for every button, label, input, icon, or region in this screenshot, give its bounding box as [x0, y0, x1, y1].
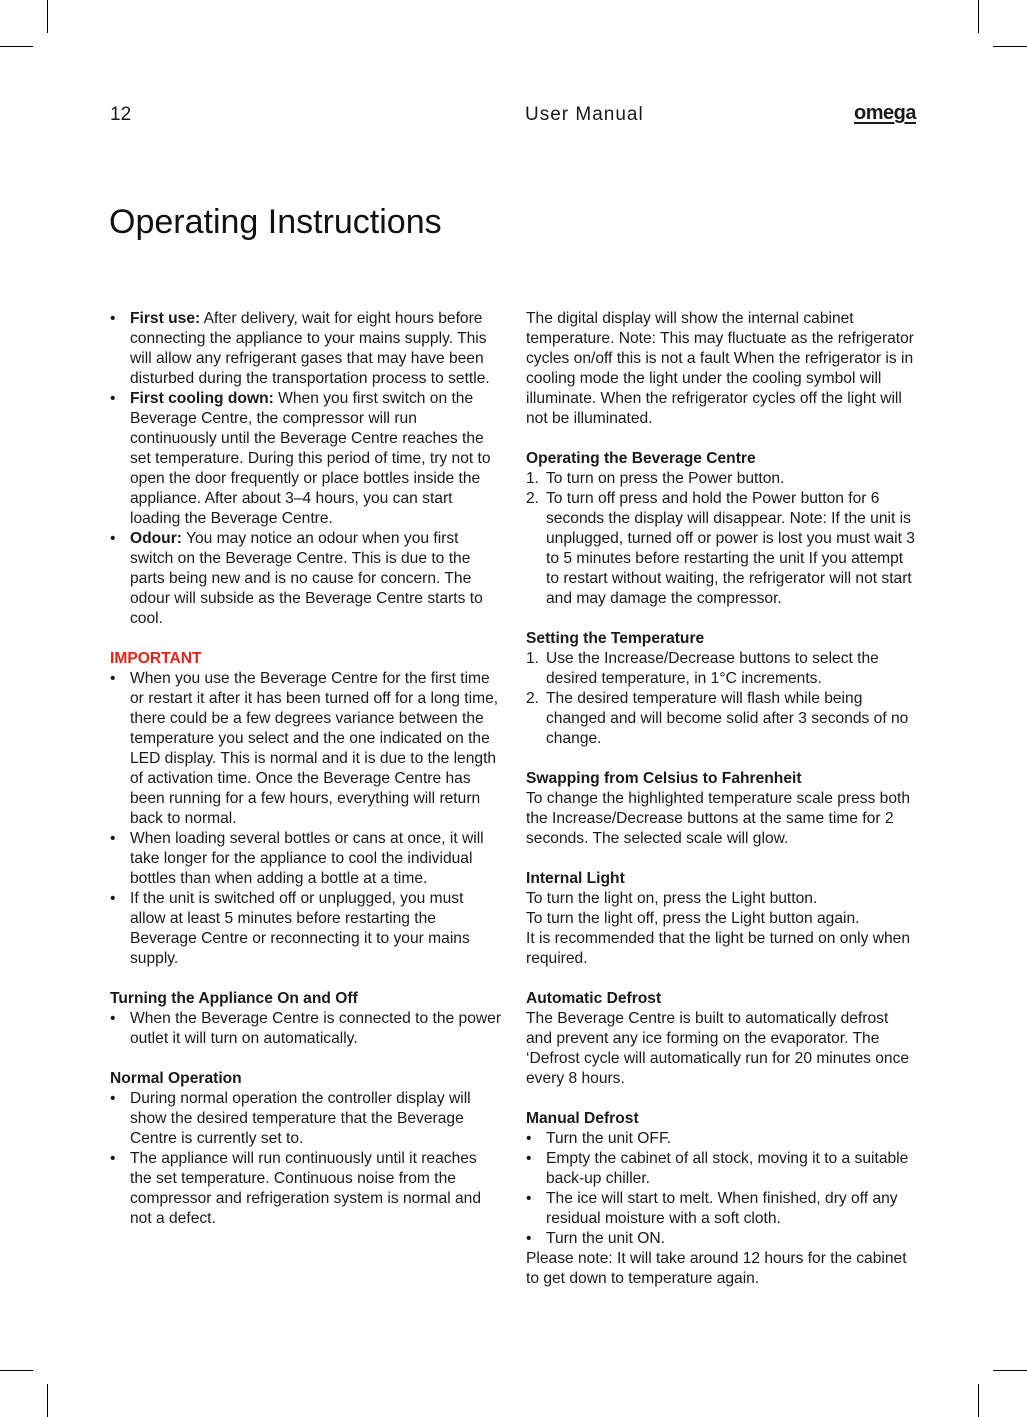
item-text: When you first switch on the Beverage Centre, the compressor will run continuously until the Beverage Centre reaches the set temperature. During this period of time, try not to open the door frequently or place bottles inside the appliance. After about 3–4 hours, you can start loading the Beverage Centre.	[130, 390, 491, 527]
list-item	[110, 529, 502, 629]
list-item: • If the unit is switched off or unplugged, you must allow at least 5 minutes before restarting the Beverage Centre or reconnecting it to your mains supply.	[110, 889, 502, 969]
list-item: • When the Beverage Centre is connected to the power outlet it will turn on automatically.	[110, 1009, 502, 1049]
list-item: • Turn the unit ON.	[526, 1229, 918, 1249]
item-text: To turn on press the Power button.	[546, 470, 785, 487]
normal-operation-list	[110, 1089, 502, 1229]
brand-logo	[854, 102, 916, 125]
list-item: • The ice will start to melt. When finished, dry off any residual moisture with a soft cloth.	[526, 1189, 918, 1229]
section-heading: Turning the Appliance On and Off	[110, 990, 358, 1007]
list-item	[110, 309, 502, 389]
section-heading: Automatic Defrost	[526, 990, 662, 1007]
section-heading: Internal Light	[526, 870, 625, 887]
crop-mark	[978, 0, 979, 33]
page-header	[110, 100, 916, 130]
list-item: • Empty the cabinet of all stock, moving it to a suitable back-up chiller.	[526, 1149, 918, 1189]
important-label: IMPORTANT	[110, 650, 202, 667]
crop-mark	[47, 0, 48, 33]
item-text: You may notice an odour when you first switch on the Beverage Centre. This is due to the parts being new and is no cause for concern. The odour will subside as the Beverage Centre starts to cool.	[130, 530, 483, 627]
manual-title: User Manual	[525, 104, 644, 125]
crop-mark	[0, 1370, 33, 1371]
list-item: • During normal operation the controller display will show the desired temperature that the Beverage Centre is currently set to.	[110, 1089, 502, 1149]
left-column	[110, 309, 502, 1229]
item-text: The desired temperature will flash while being changed and will become solid after 3 seconds of no change.	[546, 690, 909, 747]
list-item: • The appliance will run continuously until it reaches the set temperature. Continuous noise from the compressor and refrigeration system is normal and not a defect.	[110, 1149, 502, 1229]
item-text: Use the Increase/Decrease buttons to select the desired temperature, in 1°C increments.	[546, 650, 879, 687]
swapping-paragraph: To change the highlighted temperature scale press both the Increase/Decrease buttons at the same time for 2 seconds. The selected scale will glow.	[526, 790, 911, 847]
display-paragraph: The digital display will show the internal cabinet temperature. Note: This may fluctuate as the refrigerator cycles on/off this is not a fault When the refrigerator is in cooling mode the light under the cooling symbol will illuminate. When the refrigerator cycles off the light will not be illuminated.	[526, 310, 915, 427]
crop-mark	[47, 1384, 48, 1417]
item-number: 1.	[526, 650, 540, 667]
list-item: • When loading several bottles or cans at once, it will take longer for the appliance to cool the individual bottles than when adding a bottle at a time.	[110, 829, 502, 889]
brand-logo-text: omega	[854, 102, 916, 124]
item-number: 2.	[526, 690, 540, 707]
section-heading: Normal Operation	[110, 1070, 242, 1087]
item-text: After delivery, wait for eight hours before connecting the appliance to your mains supply. This will allow any refrigerant gases that may have been disturbed during the transportation process to settle.	[130, 310, 490, 387]
operating-list	[526, 469, 918, 609]
important-list	[110, 669, 502, 969]
manual-defrost-note: Please note: It will take around 12 hours for the cabinet to get down to temperature again.	[526, 1250, 907, 1287]
list-item	[526, 469, 918, 489]
light-line: It is recommended that the light be turned on only when required.	[526, 930, 911, 967]
right-column	[526, 309, 918, 1289]
crop-mark	[993, 46, 1027, 47]
crop-mark	[993, 1370, 1027, 1371]
list-item	[526, 489, 918, 609]
list-item	[110, 389, 502, 529]
item-text: To turn off press and hold the Power button for 6 seconds the display will disappear. Note: If the unit is unplugged, turned off or power is lost you must wait 3 to 5 minutes before restarting the unit If you attempt to restart without waiting, the refrigerator will not start and may damage the compressor.	[546, 490, 915, 607]
list-item: • When you use the Beverage Centre for the first time or restart it after it has been turned off for a long time, there could be a few degrees variance between the temperature you select and the one indicated on the LED display. This is normal and it is due to the length of activation time. Once the Beverage Centre has been running for a few hours, everything will return back to normal.	[110, 669, 502, 829]
page-title: Operating Instructions	[109, 203, 442, 241]
section-heading: Swapping from Celsius to Fahrenheit	[526, 770, 802, 787]
section-heading: Setting the Temperature	[526, 630, 705, 647]
manual-defrost-list	[526, 1129, 918, 1249]
crop-mark	[978, 1384, 979, 1417]
section-heading: Manual Defrost	[526, 1110, 639, 1127]
item-number: 2.	[526, 490, 540, 507]
automatic-defrost-paragraph: The Beverage Centre is built to automatically defrost and prevent any ice forming on the evaporator. The ‘Defrost cycle will automatically run for 20 minutes once every 8 hours.	[526, 1010, 910, 1087]
item-lead: First cooling down:	[130, 390, 274, 407]
turning-on-off-list	[110, 1009, 502, 1049]
setting-temperature-list	[526, 649, 918, 749]
item-number: 1.	[526, 470, 540, 487]
list-item	[526, 649, 918, 689]
item-lead: First use:	[130, 310, 201, 327]
section-heading: Operating the Beverage Centre	[526, 450, 756, 467]
page-number: 12	[110, 104, 132, 125]
item-lead: Odour:	[130, 530, 182, 547]
crop-mark	[0, 46, 33, 47]
intro-list	[110, 309, 502, 629]
list-item: • Turn the unit OFF.	[526, 1129, 918, 1149]
light-line: To turn the light on, press the Light button.	[526, 890, 818, 907]
light-line: To turn the light off, press the Light button again.	[526, 910, 860, 927]
list-item	[526, 689, 918, 749]
